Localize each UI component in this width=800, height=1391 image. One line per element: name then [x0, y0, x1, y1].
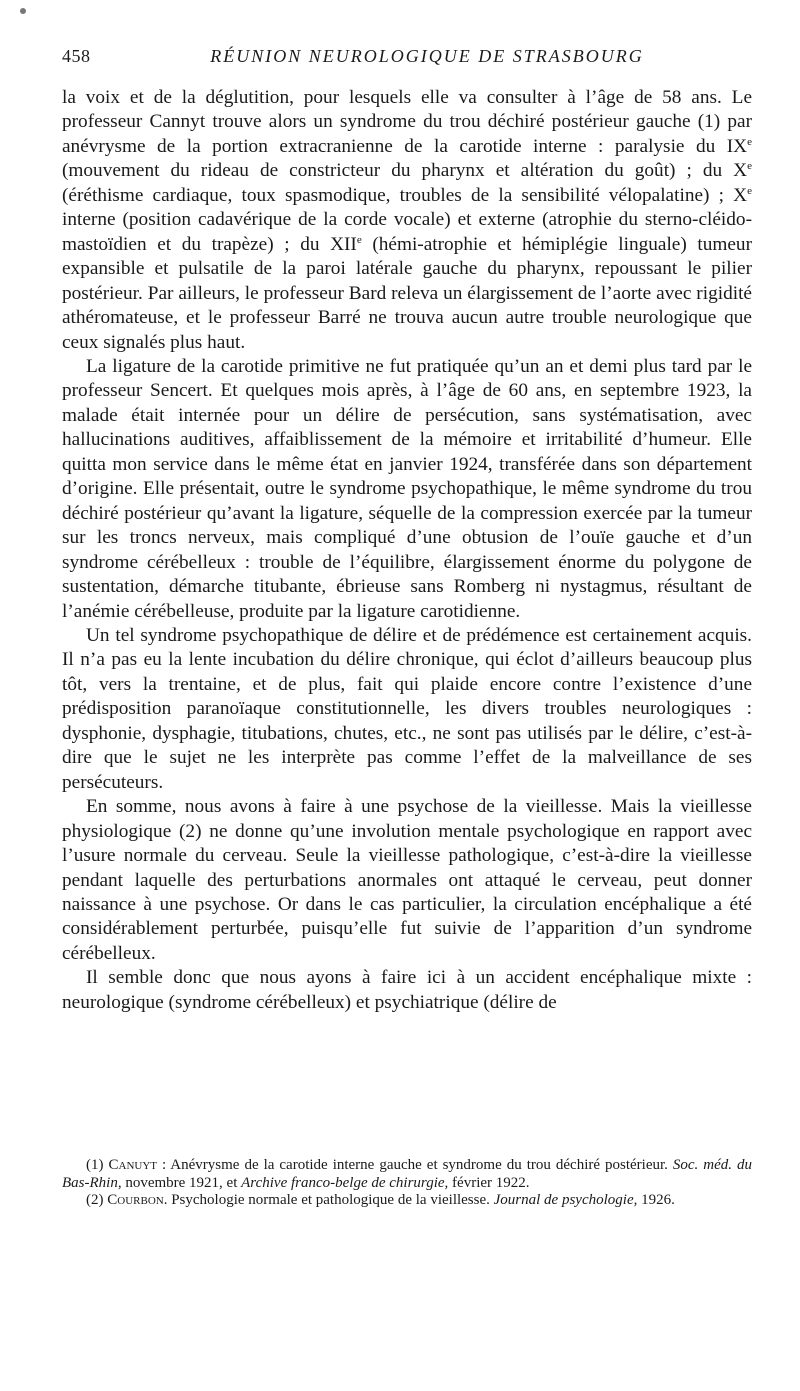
- paragraph-5: Il semble donc que nous ayons à faire ici à un accident encéphalique mixte : neurologique (syndrome cérébelleux) et psychiatrique (délire de: [62, 967, 752, 1013]
- paragraph-1: la voix et de la déglutition, pour lesquels elle va consulter à l’âge de 58 ans. Le professeur Cannyt trouve alors un syndrome du trou déchiré postérieur gauche (1) par anévrysme de la portion extracranienne de la carotide interne : paralysie du IXe (mouvement du rideau de constricteur du pharynx et altération du goût) ; du Xe (éréthisme cardiaque, toux spasmodique, troubles de la sensibilité vélopalatine) ; Xe interne (position cadavérique de la corde vocale) et externe (atrophie du sterno-cléido-mastoïdien et du trapèze) ; du XIIe (hémi-atrophie et hémiplégie linguale) tumeur expansible et pulsatile de la paroi latérale gauche du pharynx, repoussant le pilier postérieur. Par ailleurs, le professeur Bard releva un élargissement de l’aorte avec rigidité athéromateuse, et le professeur Barré ne trouva aucun autre trouble neurologique que ceux signalés plus haut.: [62, 87, 752, 353]
- body-text: [62, 86, 752, 1015]
- footnote-1: (1) Canuyt : Anévrysme de la carotide interne gauche et syndrome du trou déchiré postérieur. Soc. méd. du Bas-Rhin, novembre 1921, et Archive franco-belge de chirurgie, février 1922.: [62, 1157, 753, 1191]
- page-number: 458: [62, 46, 91, 66]
- running-title: RÉUNION NEUROLOGIQUE DE STRASBOURG: [210, 46, 644, 66]
- page-mark-dot: [20, 8, 26, 14]
- page-header: [62, 46, 752, 70]
- paragraph-2: La ligature de la carotide primitive ne fut pratiquée qu’un an et demi plus tard par le professeur Sencert. Et quelques mois après, à l’âge de 60 ans, en septembre 1923, la malade était internée pour un délire de persécution, sans systématisation, avec hallucinations auditives, affaiblissement de la mémoire et irritabilité d’humeur. Elle quitta mon service dans le même état en janvier 1924, transférée dans son département d’origine. Elle présentait, outre le syndrome psychopathique, le même syndrome du trou déchiré postérieur qu’avant la ligature, séquelle de la compression exercée par la tumeur sur les troncs nerveux, mais compliqué d’une obtusion de l’ouïe gauche et d’un syndrome cérébelleux : trouble de l’équilibre, élargissement énorme du polygone de sustentation, démarche titubante, ébrieuse sans Romberg ni nystagmus, résultant de l’anémie cérébelleuse, produite par la ligature carotidienne.: [62, 355, 752, 622]
- footnotes: [62, 1157, 752, 1210]
- paragraph-4: En somme, nous avons à faire à une psychose de la vieillesse. Mais la vieillesse physiologique (2) ne donne qu’une involution mentale psychologique en rapport avec l’usure normale du cerveau. Seule la vieillesse pathologique, c’est-à-dire la vieillesse pendant laquelle des perturbations anormales ont attaqué le cerveau, peut donner naissance à une psychose. Or dans le cas particulier, la circulation encéphalique a été considérablement perturbée, puisqu’elle fut suivie de l’apparition d’un syndrome cérébelleux.: [62, 796, 752, 964]
- paragraph-3: Un tel syndrome psychopathique de délire et de prédémence est certainement acquis. Il n’a pas eu la lente incubation du délire chronique, qui éclot d’ailleurs beaucoup plus tôt, vers la trentaine, et de plus, fait qui plaide encore contre l’existence d’une prédisposition paranoïaque constitutionnelle, les divers troubles neurologiques : dysphonie, dysphagie, titubations, chutes, etc., ne sont pas utilisés par le délire, c’est-à-dire que le sujet ne les interprète pas comme l’effet de la malveillance de ses persécuteurs.: [62, 624, 752, 793]
- footnote-2: (2) Courbon. Psychologie normale et pathologique de la vieillesse. Journal de psychologie, 1926.: [86, 1192, 675, 1208]
